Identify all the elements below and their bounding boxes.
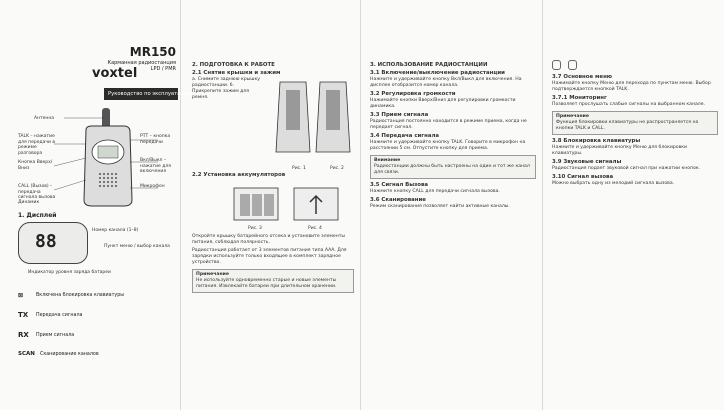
- cover-panel: [0, 0, 191, 410]
- note-title: Примечание: [556, 114, 589, 119]
- lcd-digits: 88: [35, 231, 57, 252]
- legend-row: [18, 292, 178, 299]
- legend-row: [18, 351, 178, 357]
- legend-row: [18, 311, 178, 319]
- label-ptt: РТТ – кнопка передачи: [140, 134, 171, 145]
- figure-caption: Рис. 3: [248, 226, 262, 231]
- icon-legend: [18, 292, 178, 357]
- legend-text: Включена блокировка клавиатуры: [36, 293, 125, 298]
- menu-panel: [552, 60, 718, 189]
- label-mic: Микрофон: [140, 184, 165, 189]
- display-section-title: 1. Дисплей: [18, 212, 57, 219]
- subsection-text: Позволяет прослушать слабые сигналы на выбранном канале.: [552, 102, 706, 107]
- subsection-title: 3.4 Передача сигнала: [370, 133, 440, 139]
- button-hint-row: [552, 60, 718, 70]
- note-text: Функция блокировки клавиатуры не распространяется на кнопки TALK и CALL.: [556, 120, 699, 131]
- figure-caption: Рис. 2: [330, 166, 344, 171]
- subtitle: Карманная радиостанция LPD / PMR: [107, 60, 176, 72]
- lock-icon: ⊠: [18, 292, 24, 299]
- subsection-text: Радиостанция подает звуковой сигнал при нажатии кнопок.: [552, 166, 701, 171]
- figure-caption: Рис. 4: [308, 226, 322, 231]
- label-antenna: Антенна: [34, 116, 55, 121]
- usage-panel: [370, 60, 536, 212]
- attention-box: [370, 155, 536, 179]
- model-name: MR150: [129, 45, 176, 59]
- tx-icon: TX: [18, 311, 29, 319]
- subsection-text: Нажмите и удерживайте кнопку TALK. Говорите в микрофон на расстоянии 5 см. Отпустите кнопку для приема.: [370, 140, 526, 151]
- fold-line: [180, 0, 181, 410]
- note-title: Примечание: [196, 272, 229, 277]
- fold-line: [360, 0, 361, 410]
- section-title: 3. ИСПОЛЬЗОВАНИЕ РАДИОСТАНЦИИ: [370, 62, 488, 68]
- manual-banner: Руководство по эксплуатации: [104, 88, 178, 100]
- brand-logo: voxtel: [92, 66, 138, 81]
- rx-icon: RX: [18, 331, 29, 339]
- subsection-text: а. Снимите заднюю крышку радиостанции. б. Прикрепите зажим для ремня.: [192, 77, 260, 100]
- subsection-text: Нажимайте кнопку Меню для перехода по пунктам меню. Выбор подтверждается кнопкой TALK.: [552, 81, 711, 92]
- subsection-title: 2.1 Снятие крышки и зажим: [192, 70, 281, 76]
- battery-text: [192, 234, 354, 296]
- subsection-text: Откройте крышку батарейного отсека и установите элементы питания, соблюдая полярность.: [192, 234, 346, 245]
- note-text: Радиостанции должны быть настроены на один и тот же канал для связи.: [374, 164, 530, 175]
- subsection-text: Нажмите и удерживайте кнопку Меню для блокировки клавиатуры.: [552, 145, 688, 156]
- subsection-title: 3.2 Регулировка громкости: [370, 91, 456, 97]
- display-note-battery: Индикатор уровня заряда батареи: [28, 270, 111, 275]
- subsection-title: 3.3 Прием сигнала: [370, 112, 429, 118]
- subsection-text: Нажимайте кнопки Вверх/Вниз для регулировки громкости динамика.: [370, 98, 516, 109]
- lcd-display: [18, 222, 88, 264]
- subsection-title: 3.7.1 Мониторинг: [552, 95, 607, 101]
- legend-text: Прием сигнала: [36, 332, 75, 338]
- subsection-title: 3.8 Блокировка клавиатуры: [552, 138, 641, 144]
- legend-text: Передача сигнала: [36, 312, 83, 318]
- label-talk: TALK – нажатие для передачи в режиме разговора: [18, 134, 55, 156]
- subsection-title: 3.1 Включение/выключение радиостанции: [370, 70, 505, 76]
- legend-row: [18, 331, 178, 339]
- label-call: CALL (Вызов) – передача сигнала вызова: [18, 184, 56, 200]
- display-note-channel: Номер канала (1–8): [92, 228, 139, 233]
- display-note-menu: Пункт меню / выбор канала: [104, 244, 170, 249]
- subsection-text: Режим сканирования позволяет найти активные каналы.: [370, 204, 510, 209]
- subsection-text: Можно выбрать одну из мелодий сигнала вызова.: [552, 181, 675, 186]
- subsection-title: 2.2 Установка аккумуляторов: [192, 172, 286, 178]
- subsection-title: 3.9 Звуковые сигналы: [552, 159, 622, 165]
- fold-line: [542, 0, 543, 410]
- section-title: 2. ПОДГОТОВКА К РАБОТЕ: [192, 62, 275, 68]
- label-onoff: Вкл/Выкл – нажатие для включения: [140, 158, 171, 174]
- subsection-text: Радиостанция постоянно находится в режиме приема, когда не передает сигнал.: [370, 119, 527, 130]
- clip-illustration: [270, 72, 356, 166]
- legend-text: Сканирование каналов: [40, 351, 99, 357]
- scan-icon: SCAN: [18, 351, 35, 357]
- warning-box: [192, 269, 354, 293]
- memo-box: [552, 111, 718, 135]
- note-text: Не используйте одновременно старые и новые элементы питания. Извлекайте батареи при длительном хранении.: [196, 278, 337, 289]
- label-speaker: Динамик: [18, 200, 40, 205]
- subsection-title: 3.10 Сигнал вызова: [552, 174, 614, 180]
- subsection-text: Нажмите кнопку CALL для передачи сигнала вызова.: [370, 189, 500, 194]
- menu-button-icon: [552, 60, 561, 70]
- figure-caption: Рис. 1: [292, 166, 306, 171]
- battery-illustration: [232, 186, 342, 222]
- subsection-text: Нажмите и удерживайте кнопку Вкл/Выкл для включения. На дисплее отобразится номер канала.: [370, 77, 522, 88]
- subsection-title: 3.5 Сигнал Вызова: [370, 182, 429, 188]
- note-title: Внимание: [374, 158, 401, 163]
- battery-section: [192, 170, 354, 179]
- subsection-title: 3.7 Основное меню: [552, 74, 613, 80]
- label-menu: Кнопка Вверх/Вниз: [18, 160, 53, 171]
- up-button-icon: [568, 60, 577, 70]
- subsection-title: 3.6 Сканирование: [370, 197, 426, 203]
- body-text: Радиостанция работает от 3 элементов питания типа ААА. Для зарядки используйте только входящее в комплект зарядное устройство.: [192, 248, 347, 265]
